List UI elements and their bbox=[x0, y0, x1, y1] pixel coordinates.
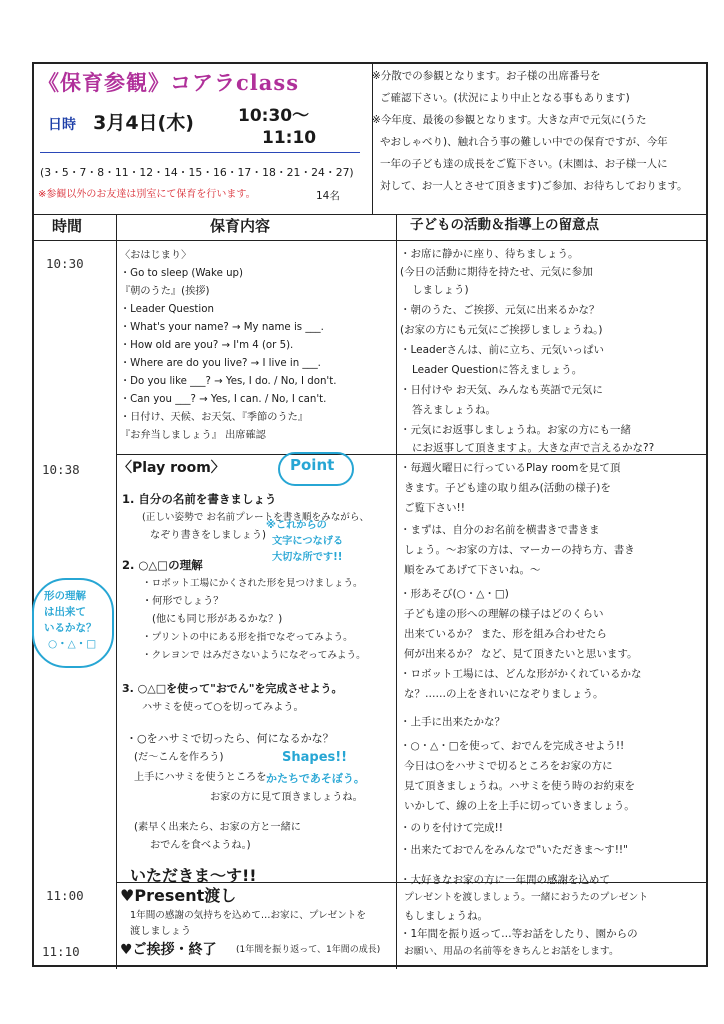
s1-note-4: (お家の方にも元気にご挨拶しましょうね。) bbox=[400, 324, 603, 336]
time-3: 11:00 bbox=[46, 888, 84, 903]
time-column-divider bbox=[116, 214, 117, 969]
col-time-header: 時間 bbox=[52, 217, 83, 235]
s3-note-4: お願い、用品の名前等をきちんとお話をします。 bbox=[404, 946, 619, 957]
s2-note-16: いかして、線の上を上手に切っていきましょう。 bbox=[404, 800, 635, 812]
header-note-5: 一年の子ども達の成長をご覧下さい。(末園は、お子様一人に bbox=[380, 158, 668, 170]
closing-heading: ♥ご挨拶・終了 bbox=[120, 942, 217, 958]
cloud-line-4: ○・△・□ bbox=[48, 638, 97, 650]
itadakimasu: いただきま〜す!! bbox=[130, 866, 257, 885]
table-head-divider bbox=[34, 240, 706, 241]
s2-content-16: おでんを食べようね。) bbox=[150, 840, 251, 851]
s1-note-3: ・朝のうた、ご挨拶、元気に出来るかな？ bbox=[400, 304, 600, 316]
s2-note-18: ・出来たておでんをみんなで"いただきま〜す!!" bbox=[400, 844, 628, 856]
s1-content-0: 〈おはじまり〉 bbox=[120, 250, 192, 261]
s1-note-8: 答えましょうね。 bbox=[412, 404, 496, 416]
s1-content-7: ・Do you like ___? → Yes, I do. / No, I don't. bbox=[120, 376, 337, 387]
content-column-divider bbox=[396, 214, 397, 969]
header-note-4: やおしゃべり)、触れ合う事の難しい中での保育ですが、今年 bbox=[380, 136, 668, 148]
s1-content-9: ・日付け、天候、お天気、『季節のうた』 bbox=[120, 412, 309, 423]
s2-note-0: ・毎週火曜日に行っているPlay roomを見て頂 bbox=[400, 462, 621, 474]
s2-content-4: ・ロボット工場にかくされた形を見つけましょう。 bbox=[142, 578, 363, 589]
s2-note-7: 子ども達の形への理解の様子はどのくらい bbox=[404, 608, 604, 620]
time-1: 10:30 bbox=[46, 256, 84, 271]
playroom-heading: 〈Play room〉 bbox=[118, 460, 225, 476]
s2-note-13: ・○・△・□を使って、おでんを完成させよう!! bbox=[400, 740, 625, 752]
s2-content-0: 1. 自分の名前を書きましょう bbox=[122, 492, 277, 506]
s1-note-2: しましょう) bbox=[412, 284, 469, 296]
s2-content-5: ・何形でしょう？ bbox=[142, 596, 224, 607]
s2-content-10: ハサミを使って○を切ってみよう。 bbox=[142, 702, 304, 713]
s1-note-6: Leader Questionに答えましょう。 bbox=[412, 364, 583, 376]
s2-note-3: ・まずは、自分のお名前を横書きで書きま bbox=[400, 524, 600, 536]
present-heading: ♥Present渡し bbox=[120, 886, 237, 905]
shapes-sub: かたちであそぼう。 bbox=[266, 772, 365, 785]
s2-content-6: (他にも同じ形があるかな？) bbox=[152, 614, 283, 625]
s2-content-15: (素早く出来たら、お家の方と一緒に bbox=[134, 822, 301, 833]
header-note-6: 対して、お一人とさせて頂きます)ご参加、お待ちしております。 bbox=[380, 180, 688, 192]
s3-content-1: 渡しましょう bbox=[130, 926, 192, 937]
s1-content-5: ・How old are you? → I'm 4 (or 5). bbox=[120, 340, 294, 351]
point-label: Point bbox=[290, 456, 335, 474]
s1-content-3: ・Leader Question bbox=[120, 304, 214, 315]
header-divider bbox=[34, 214, 706, 215]
s2-note-5: 順をみてあげて下さいね。〜 bbox=[404, 564, 541, 576]
closing-note: (1年間を振り返って、1年間の成長) bbox=[236, 945, 381, 955]
date-row bbox=[48, 112, 194, 136]
s2-note-14: 今日は○をハサミで切るところをお家の方に bbox=[404, 760, 613, 772]
s2-content-1: (正しい姿勢で お名前プレートを書き順をみながら、 bbox=[142, 512, 370, 523]
s2-note-10: ・ロボット工場には、どんな形がかくれているかな bbox=[400, 668, 642, 680]
s1-note-1: (今日の活動に期待を持たせ、元気に参加 bbox=[400, 266, 593, 278]
s1-note-7: ・日付けや お天気、みんなも英語で元気に bbox=[400, 384, 603, 396]
s3-note-3: ・1年間を振り返って…等お話をしたり、園からの bbox=[400, 928, 638, 940]
s2-note-17: ・のりを付けて完成!! bbox=[400, 822, 503, 834]
s2-note-12: ・上手に出来たかな？ bbox=[400, 716, 505, 728]
s3-note-2: もしましょうね。 bbox=[404, 910, 488, 922]
non-attend-note: ※参観以外のお友達は別室にて保育を行います。 bbox=[38, 189, 256, 200]
shapes-label: Shapes!! bbox=[282, 750, 348, 765]
time-to: 11:10 bbox=[262, 128, 317, 148]
annotation-2: 文字につなげる bbox=[272, 536, 344, 547]
cloud-line-3: いるかな？ bbox=[44, 622, 97, 634]
s2-content-7: ・プリントの中にある形を指でなぞってみよう。 bbox=[142, 632, 353, 643]
s1-content-1: ・Go to sleep (Wake up) bbox=[120, 268, 243, 279]
s1-note-5: ・Leaderさんは、前に立ち、元気いっぱい bbox=[400, 344, 605, 356]
s2-note-4: しょう。〜お家の方は、マーカーの持ち方、書き bbox=[404, 544, 635, 556]
s2-note-1: きます。子ども達の取り組み(活動の様子)を bbox=[404, 482, 611, 494]
dates-list: (3・5・7・8・11・12・14・15・16・17・18・21・24・27) bbox=[40, 166, 354, 179]
s3-content-0: 1年間の感謝の気持ちを込めて…お家に、プレゼントを bbox=[130, 910, 366, 921]
col-content-header: 保育内容 bbox=[210, 217, 271, 235]
s2-content-3: 2. ○△□の理解 bbox=[122, 558, 203, 572]
s2-content-2: なぞり書きをしましょう) bbox=[150, 530, 267, 541]
time-from: 10:30〜 bbox=[238, 106, 310, 126]
cloud-line-1: 形の理解 bbox=[44, 590, 86, 602]
annotation-1: ※これからの bbox=[266, 520, 327, 531]
s1-note-0: ・お席に静かに座り、待ちましょう。 bbox=[400, 248, 579, 260]
header-note-2: ご確認下さい。(状況により中止となる事もあります) bbox=[380, 92, 630, 104]
header-note-1: ※分散での参観となります。お子様の出席番号を bbox=[372, 70, 601, 82]
s1-note-9: ・元気にお返事しましょうね。お家の方にも一緒 bbox=[400, 424, 631, 436]
s1-content-2: 『朝のうた』(挨拶) bbox=[120, 286, 210, 297]
s2-note-2: ご覧下さい!! bbox=[404, 502, 465, 514]
date-underline bbox=[40, 152, 360, 153]
s2-content-14: お家の方に見て頂きましょうね。 bbox=[210, 792, 363, 803]
dates-count: 14名 bbox=[316, 190, 340, 202]
s1-content-8: ・Can you ___? → Yes, I can. / No, I can't. bbox=[120, 394, 327, 405]
s2-note-11: な？……の上をきれいになぞりましょう。 bbox=[404, 688, 604, 700]
header-note-3: ※今年度、最後の参観となります。大きな声で元気に(うた bbox=[372, 114, 647, 126]
s1-content-4: ・What's your name? → My name is ___. bbox=[120, 322, 324, 333]
s1-content-10: 『お弁当しましょう』 出席確認 bbox=[120, 430, 266, 441]
col-notes-header: 子どもの活動＆指導上の留意点 bbox=[410, 217, 599, 233]
s2-content-13: 上手にハサミを使うところを bbox=[134, 772, 267, 783]
page-title: 《保育参観》コアラclass bbox=[38, 70, 300, 95]
s1-content-6: ・Where are do you live? → I live in ___. bbox=[120, 358, 321, 369]
time-2: 10:38 bbox=[42, 462, 80, 477]
header-column-divider bbox=[372, 64, 373, 214]
s3-note-0: ・大好きなお家の方に一年間の感謝を込めて bbox=[400, 874, 610, 886]
annotation-3: 大切な所です!! bbox=[272, 552, 343, 563]
s2-note-8: 出来ているか？ また、形を組み合わせたら bbox=[404, 628, 607, 640]
s2-content-12: (だ〜こんを作ろう) bbox=[134, 752, 224, 763]
cloud-line-2: は出来て bbox=[44, 606, 86, 618]
s2-note-15: 見て頂きましょうね。ハサミを使う時のお約束を bbox=[404, 780, 635, 792]
s2-content-9: 3. ○△□を使って"おでん"を完成させよう。 bbox=[122, 682, 343, 695]
time-4: 11:10 bbox=[42, 944, 80, 959]
s3-note-1: プレゼントを渡しましょう。一緒におうたのプレゼント bbox=[404, 892, 649, 903]
s2-content-11: ・○をハサミで切ったら、何になるかな？ bbox=[126, 732, 334, 745]
date-label: 日時 bbox=[48, 117, 76, 133]
s2-note-9: 何が出来るか？ など、見て頂きたいと思います。 bbox=[404, 648, 638, 660]
s2-content-8: ・クレヨンで はみださないようになぞってみよう。 bbox=[142, 650, 366, 661]
s1-note-10: にお返事して頂きますよ。大きな声で言えるかな?? bbox=[412, 442, 655, 454]
date-value: 3月4日(木) bbox=[93, 112, 194, 134]
s2-note-6: ・形あそび(○・△・□) bbox=[400, 588, 509, 600]
